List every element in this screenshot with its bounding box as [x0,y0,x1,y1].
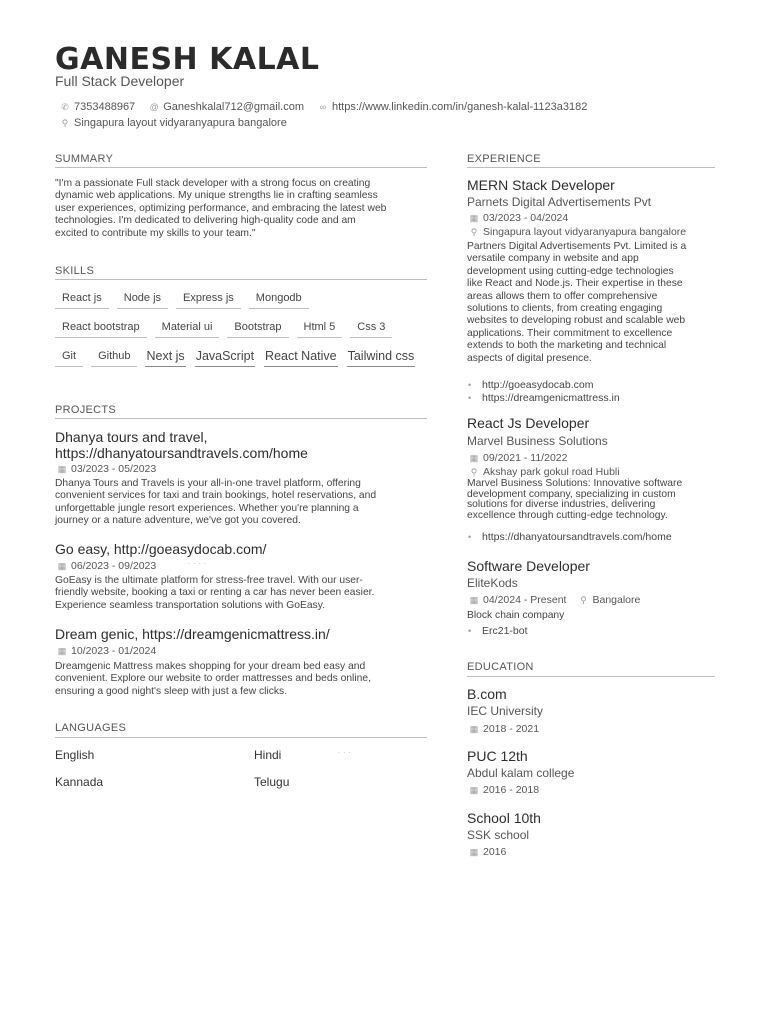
school-name: Abdul kalam college [467,766,575,780]
address-contact [60,117,287,129]
job-links [467,531,672,544]
job-company: Marvel Business Solutions [467,434,608,448]
school-name: SSK school [467,828,530,842]
faint-marks: . . . . [188,560,207,566]
education-date-range: 2016 [483,846,507,858]
project-dates [57,645,156,657]
calendar-icon: ▦ [57,560,67,571]
job-location-text: Akshay park gokul road Hubli [483,466,620,478]
skills-row [55,320,427,338]
project-line: convenient. Explore our website to order mattresses and beds online, [55,673,371,685]
job-line: Partners Digital Advertisements Pvt. Limited is a [467,241,687,252]
linkedin-url[interactable]: https://www.linkedin.com/in/ganesh-kalal-1123a3182 [331,101,588,113]
job-link[interactable]: • https://dhanyatoursandtravels.com/home [467,531,672,544]
job-link[interactable]: • http://goeasydocab.com [467,379,620,392]
job-date-range: 03/2023 - 04/2024 [483,212,569,224]
skills-divider [55,279,427,280]
project-dates [57,560,156,572]
skill-chip: Html 5 [297,321,343,338]
job-line: excellence through cutting-edge technology. [467,509,668,521]
job-dates [469,212,568,224]
contact-row [60,101,601,113]
job-line: versatile company in website and app [467,253,639,265]
skills-list [55,291,427,378]
calendar-icon: ▦ [469,594,479,605]
calendar-icon: ▦ [469,452,479,463]
calendar-icon: ▦ [469,212,479,223]
summary-line: excited to contribute my skills to your team." [55,227,256,239]
calendar-icon: ▦ [469,723,479,734]
job-line: areas allows them to offer comprehensive [467,290,658,302]
skill-chip: Material ui [155,321,220,338]
languages-divider [55,737,427,738]
job-location-text: Singapura layout vidyaranyapura bangalore [483,226,687,238]
project-title [55,429,308,461]
skill-chip: JavaScript [195,349,255,367]
language-item: English [55,748,95,762]
job-line: Block chain company [467,610,565,621]
language-item: Telugu [254,775,290,789]
project-dates [57,463,156,475]
project-line: journey or a nature adventure, we've got you covered. [55,515,301,527]
job-link[interactable]: • https://dreamgenicmattress.in [467,392,620,405]
job-line: Marvel Business Solutions: Innovative software [467,478,683,489]
candidate-name: GANESH KALAL [55,42,320,77]
email-address[interactable]: Ganeshkalal712@gmail.com [163,101,304,113]
phone-number: 7353488967 [74,101,136,113]
language-item: Hindi [254,748,282,762]
job-date-range: 09/2021 - 11/2022 [483,452,568,464]
job-line: applications. Their commitment to excellence [467,327,673,339]
job-dates-location [469,594,640,606]
projects-divider [55,418,427,419]
candidate-role: Full Stack Developer [55,73,185,89]
job-dates [469,452,567,464]
job-line: solutions for diverse industries, delivering [467,499,656,510]
faint-marks: . . . [338,749,352,755]
job-description [467,610,717,622]
phone-contact [60,101,135,113]
job-description [467,241,717,365]
project-line: convenient services for taxi and train bookings, hotel reservations, and [55,490,377,502]
job-links [467,379,620,404]
job-line: like React and Node.js. Their expertise in these [467,278,683,290]
location-pin-icon: ⚲ [470,466,478,477]
job-role: React Js Developer [467,415,590,431]
education-divider [467,676,715,677]
email-contact[interactable] [149,101,304,113]
education-date-range: 2016 - 2018 [483,784,540,796]
summary-heading: SUMMARY [55,153,114,165]
skill-chip: Github [91,350,137,367]
summary-line: user experiences, optimizing performance, and embracing the latest web [55,202,387,214]
skills-heading: SKILLS [55,265,95,277]
project-line: unforgettable jungle resort experiences. Whether you're planning a [55,502,359,514]
link-icon: ∞ [319,102,327,112]
project-url[interactable]: https://dhanyatoursandtravels.com/home [55,445,308,461]
education-dates [469,723,539,735]
skill-chip: Tailwind css [347,349,416,367]
skills-row [55,291,427,309]
school-name: IEC University [467,704,544,718]
project-line: friendly website, booking a taxi or renting a car has never been easier. [55,587,375,599]
skills-row [55,349,427,367]
calendar-icon: ▦ [57,645,67,656]
summary-text [55,178,427,240]
education-heading: EDUCATION [467,661,534,673]
job-description [467,479,717,521]
skill-chip: React js [55,292,109,309]
skill-chip: React Native [264,349,338,367]
job-role: Software Developer [467,558,590,574]
languages-heading: LANGUAGES [55,722,127,734]
skill-chip: Css 3 [350,321,392,338]
skill-chip: Bootstrap [227,321,288,338]
calendar-icon: ▦ [469,846,479,857]
project-line: GoEasy is the ultimate platform for stress-free travel. With our user- [55,575,363,586]
calendar-icon: ▦ [469,784,479,795]
project-date-range: 10/2023 - 01/2024 [71,645,157,657]
project-title-line: Dhanya tours and travel, [55,429,208,445]
summary-line: technologies. I'm dedicated to delivering high-quality code and am [55,215,356,227]
location-pin-icon: ⚲ [580,594,587,605]
education-date-range: 2018 - 2021 [483,723,540,735]
summary-divider [55,167,427,168]
job-company: Parnets Digital Advertisements Pvt [467,195,652,209]
address-text: Singapura layout vidyaranyapura bangalore [74,117,287,129]
job-line: extends to both the marketing and technical [467,340,667,352]
project-description [55,661,427,698]
project-date-range: 06/2023 - 09/2023 [71,560,157,572]
job-location [469,466,620,478]
location-pin-icon: ⚲ [470,226,478,237]
education-dates [469,784,539,796]
project-line: ensuring a good night's sleep with just a few clicks. [55,685,288,697]
project-date-range: 03/2023 - 05/2023 [71,463,157,475]
location-pin-icon: ⚲ [61,117,69,128]
summary-line: "I'm a passionate Full stack developer with a strong focus on creating [55,178,371,189]
skill-chip: React bootstrap [55,321,147,338]
project-description [55,575,427,612]
project-line: Experience seamless transportation solutions with GoEasy. [55,599,325,611]
summary-line: dynamic web applications. My unique strengths lie in crafting seamless [55,190,378,202]
language-item: Kannada [55,775,104,789]
project-title: Go easy, http://goeasydocab.com/ [55,541,267,557]
at-icon: @ [149,102,159,112]
job-role: MERN Stack Developer [467,177,615,193]
experience-divider [467,167,715,168]
skill-chip: Next js [145,349,185,367]
project-line: Dreamgenic Mattress makes shopping for your dream bed easy and [55,661,366,672]
experience-heading: EXPERIENCE [467,153,541,165]
calendar-icon: ▦ [57,463,67,474]
project-title: Dream genic, https://dreamgenicmattress.in/ [55,626,330,642]
skill-chip: Git [55,350,83,367]
job-company: EliteKods [467,576,518,590]
phone-icon: ✆ [61,101,69,112]
job-line: solutions to clients, from creating engaging [467,303,663,315]
job-location-text: Bangalore [592,594,641,606]
job-links [467,625,528,638]
job-line: development using cutting-edge technologies [467,265,674,277]
education-dates [469,846,506,858]
skill-chip: Mongodb [249,292,309,309]
degree-title: School 10th [467,810,541,826]
job-line: websites to developing robust and scalable web [467,315,686,327]
degree-title: PUC 12th [467,748,528,764]
job-line: aspects of digital presence. [467,352,592,364]
address-row [60,117,301,129]
project-line: Dhanya Tours and Travels is your all-in-one travel platform, offering [55,478,361,489]
projects-heading: PROJECTS [55,404,117,416]
degree-title: B.com [467,686,507,702]
linkedin-contact[interactable] [318,101,587,113]
skill-chip: Express js [176,292,241,309]
job-line: development company, specializing in custom [467,488,676,500]
skill-chip: Node js [117,292,168,309]
job-location [469,226,686,238]
job-link: • Erc21-bot [467,625,528,638]
job-date-range: 04/2024 - Present [483,594,567,606]
project-description [55,478,427,528]
